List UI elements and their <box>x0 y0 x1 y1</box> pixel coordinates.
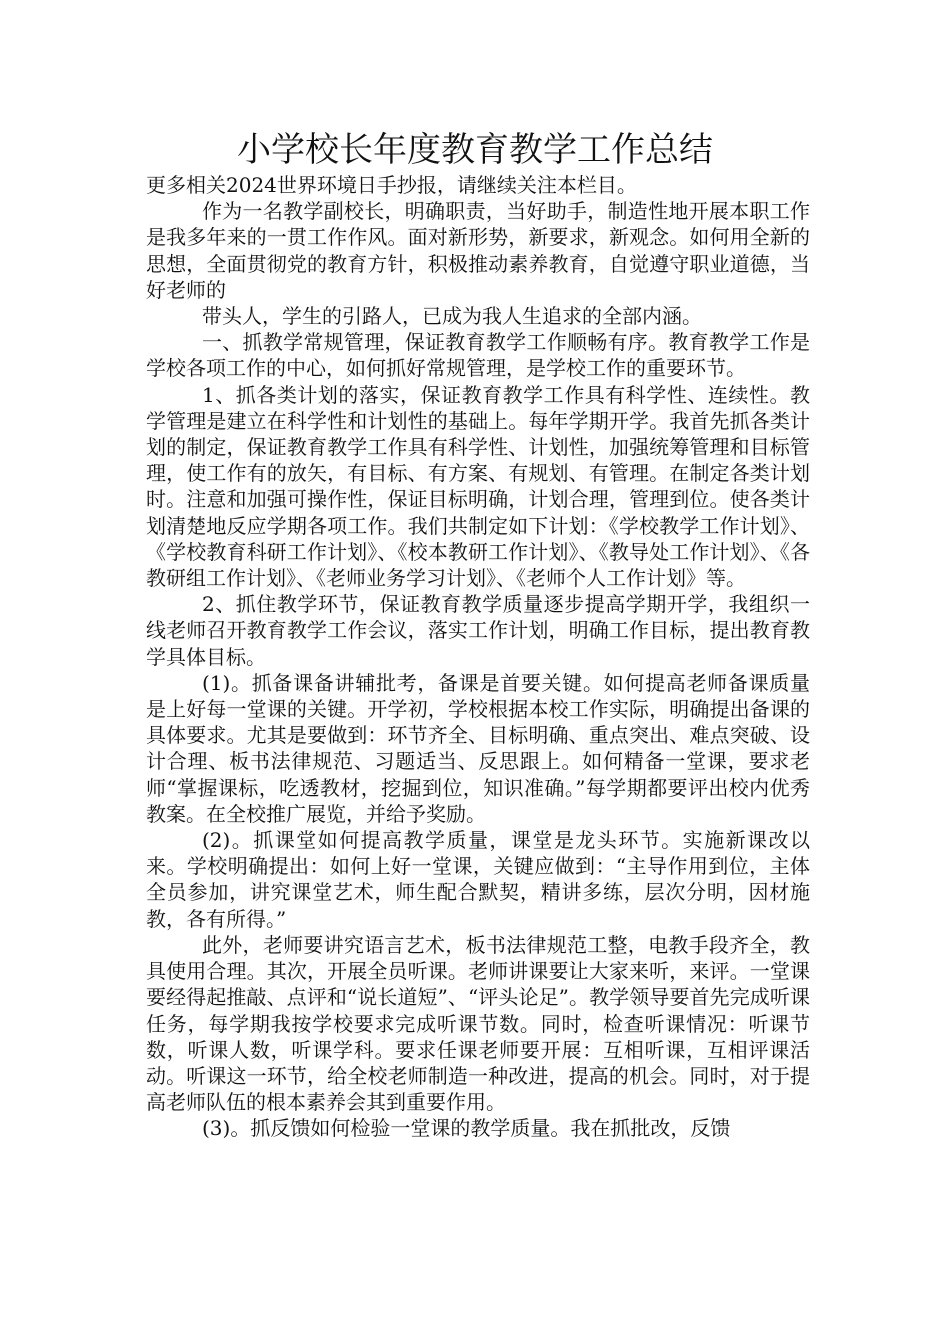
document-title: 小学校长年度教育教学工作总结 <box>237 130 713 170</box>
paragraph: (3)。抓反馈如何检验一堂课的教学质量。我在抓批改，反馈 <box>202 1116 731 1141</box>
paragraph: 1、抓各类计划的落实，保证教育教学工作具有科学性、连续性。教学管理是建立在科学性和计划性的基础上。每年学期开学。我首先抓各类计划的制定，保证教育教学工作具有科学性、计划性，加强统筹管理和目标管理，使工作有的放矢，有目标、有方案、有规划、有管理。在制定各类计划时。注意和加强可操作性，保证目标明确，计划合理，管理到位。使各类计划清楚地反应学期各项工作。我们共制定如下计划：《学校教学工作计划》、《学校教育科研工作计划》、《校本教研工作计划》、《教导处工作计划》、《各教研组工作计划》、《老师业务学习计划》、《老师个人工作计划》等。 <box>146 382 810 591</box>
paragraph: 带头人，学生的引路人，已成为我人生追求的全部内涵。 <box>202 304 702 329</box>
paragraph: 2、抓住教学环节，保证教育教学质量逐步提高学期开学，我组织一线老师召开教育教学工作会议，落实工作计划，明确工作目标，提出教育教学具体目标。 <box>146 592 810 669</box>
paragraph: (2)。抓课堂如何提高教学质量，课堂是龙头环节。实施新课改以来。学校明确提出：如何上好一堂课，关键应做到：“主导作用到位，主体全员参加，讲究课堂艺术，师生配合默契，精讲多练，层次分明，因材施教，各有所得。” <box>146 828 810 931</box>
document-body <box>146 172 810 1142</box>
paragraph: 更多相关2024世界环境日手抄报，请继续关注本栏目。 <box>146 173 637 197</box>
paragraph: 一、抓教学常规管理，保证教育教学工作顺畅有序。教育教学工作是学校各项工作的中心，如何抓好常规管理，是学校工作的重要环节。 <box>146 330 810 381</box>
paragraph: 作为一名教学副校长，明确职责，当好助手，制造性地开展本职工作是我多年来的一贯工作作风。面对新形势，新要求，新观念。如何用全新的思想，全面贯彻党的教育方针，积极推动素养教育，自觉遵守职业道德，当好老师的 <box>146 199 810 302</box>
paragraph: 此外，老师要讲究语言艺术，板书法律规范工整，电教手段齐全，教具使用合理。其次，开展全员听课。老师讲课要让大家来听，来评。一堂课要经得起推敲、点评和“说长道短”、“评头论足”。教学领导要首先完成听课任务，每学期我按学校要求完成听课节数。同时，检查听课情况：听课节数，听课人数，听课学科。要求任课老师要开展：互相听课，互相评课活动。听课这一环节，给全校老师制造一种改进，提高的机会。同时，对于提高老师队伍的根本素养会其到重要作用。 <box>146 932 810 1115</box>
paragraph: (1)。抓备课备讲辅批考，备课是首要关键。如何提高老师备课质量是上好每一堂课的关键。开学初，学校根据本校工作实际，明确提出备课的具体要求。尤其是要做到：环节齐全、目标明确、重点突出、难点突破、设计合理、板书法律规范、习题适当、反思跟上。如何精备一堂课，要求老师“掌握课标，吃透教材，挖掘到位，知识准确。”每学期都要评出校内优秀教案。在全校推广展览，并给予奖励。 <box>146 670 810 826</box>
